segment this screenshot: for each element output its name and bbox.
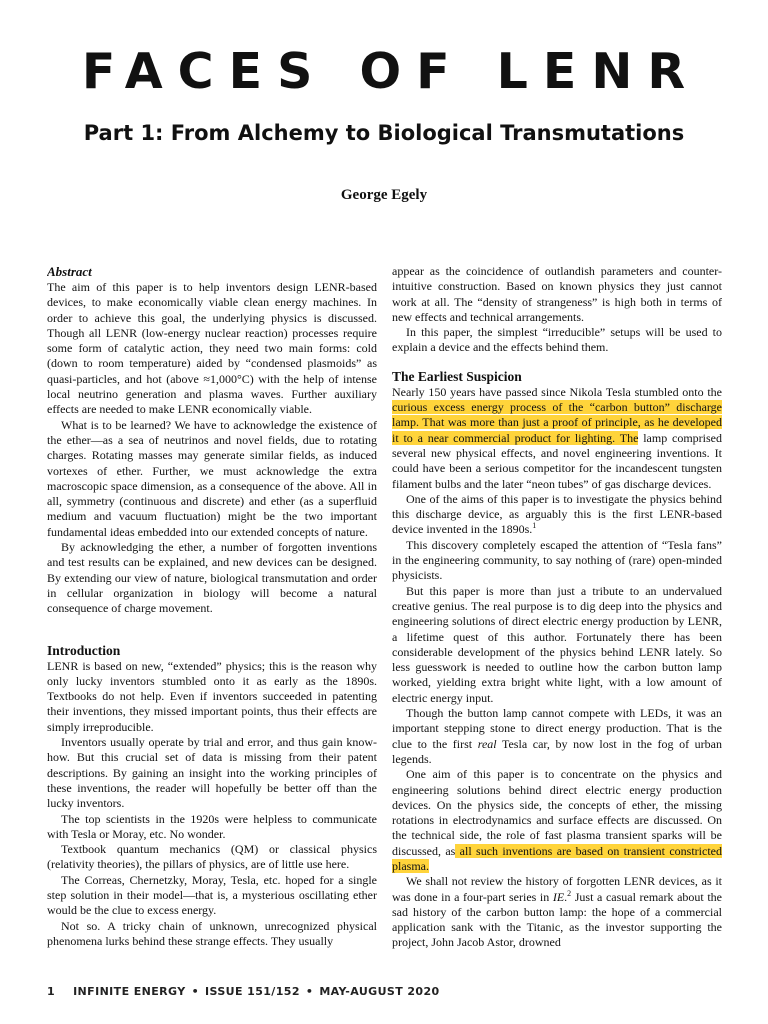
body-paragraph [392, 706, 722, 767]
body-paragraph: This discovery completely escaped the attention of “Tesla fans” in the engineering community, to say nothing of (rare) open-minded physicists. [392, 537, 722, 583]
article-title: FACES OF LENR [81, 43, 701, 100]
footer-separator: • [191, 985, 200, 998]
body-paragraph: Textbook quantum mechanics (QM) or classical physics (relativity theories), the pillars of physics, are of little use here. [47, 842, 377, 872]
emphasis-text: IE [552, 889, 565, 904]
footer-separator: • [305, 985, 314, 998]
right-column [392, 264, 722, 974]
earliest-suspicion-heading: The Earliest Suspicion [392, 368, 522, 384]
introduction-heading: Introduction [47, 642, 121, 658]
body-paragraph: appear as the coincidence of outlandish parameters and counter-intuitive construction. Based on known physics they just cannot work at all. The “density of strangeness” is high both in terms of new effects and technical arrangements. [392, 264, 722, 324]
body-paragraph: But this paper is more than just a tribute to an undervalued creative genius. The real purpose is to dig deep into the physics and engineering solutions of direct electric energy production by LENR, a lifetime quest of this author. Fortunately there has been considerable development of the physics behind LENR lately. So less guesswork is needed to outline how the carbon button lamp worked, yielding extra bright white light, with a low amount of electric energy input. [392, 583, 722, 705]
body-paragraph: LENR is based on new, “extended” physics; this is the reason why only lucky inventors stumbled onto it as early as the 1890s. Textbooks do not help. Even if inventors succeeded in patenting their inventions, they missed important points, thus their effects are simply irreproducible. [47, 658, 377, 734]
page-footer [47, 984, 727, 1000]
abstract-paragraph: By acknowledging the ether, a number of forgotten inventions and test results can be explained, and new devices can be designed. By extending our view of nature, biological transmutation and order in cellular organization in biology will become a natural consequence of charge movement. [47, 540, 377, 616]
text-span: Though the button lamp cannot compete with LEDs, it was an important stepping stone to direct energy production. That is the clue to the first [392, 706, 722, 751]
text-span: Nearly 150 years have passed since Nikola Tesla stumbled onto the [392, 384, 722, 399]
footnote-marker: 2 [567, 888, 572, 898]
text-span: One aim of this paper is to concentrate on the physics and engineering solutions behind direct electric energy production devices. On the physics side, the concepts of ether, the missing rotations in electrodynamics and surface effects are discussed. On the technical side, the role of fast plasma transient sparks will be discussed, as [392, 767, 722, 858]
body-paragraph: The Correas, Chernetzky, Moray, Tesla, etc. hoped for a single step solution in their model—that is, a mysterious oscillating ether would be the clue to excess energy. [47, 872, 377, 918]
highlighted-text: curious excess energy process of the “carbon button” discharge lamp. That was more than just a proof of principle, as he developed it to a near commercial product for lighting. The [392, 400, 722, 445]
body-paragraph [392, 767, 722, 874]
text-span: . [564, 889, 568, 904]
highlighted-text: all such inventions are based on transient constricted plasma. [392, 843, 722, 873]
body-paragraph: In this paper, the simplest “irreducible” setups will be used to explain a device and the effects behind them. [392, 325, 722, 355]
body-paragraph: The top scientists in the 1920s were helpless to communicate with Tesla or Moray, etc. No wonder. [47, 811, 377, 841]
text-span: Tesla car, by now lost in the fog of urban legends. [392, 736, 722, 766]
body-paragraph: Not so. A tricky chain of unknown, unrecognized physical phenomena lurks behind these strange effects. They usually [47, 918, 377, 948]
footnote-marker: 1 [532, 521, 537, 531]
issue-date: MAY-AUGUST 2020 [319, 985, 440, 998]
author-name: George Egely [340, 187, 428, 203]
body-paragraph [392, 874, 722, 950]
article-subtitle: Part 1: From Alchemy to Biological Transmutations [83, 121, 685, 145]
abstract-heading: Abstract [47, 264, 92, 279]
left-column [47, 264, 377, 974]
page-number: 1 [47, 985, 56, 998]
text-span: lamp comprised several new physical effects, and novel engineering inventions. It could have been a serious competitor for the incandescent tungsten filament bulbs and the later “neon tubes” of gas discharge devices. [392, 430, 722, 491]
text-span: Just a casual remark about the sad history of the carbon button lamp: the hope of a commercial application sank with the Titanic, as the investor supporting the project, John Jacob Astor, drowned [392, 889, 722, 950]
body-paragraph: Inventors usually operate by trial and error, and thus gain know-how. But this crucial set of data is missing from their patent descriptions. By gaining an insight into the working principles of these inventions, the reader will hopefully be better off than the lucky inventors. [47, 735, 377, 811]
body-paragraph [392, 385, 722, 492]
body-paragraph [392, 492, 722, 538]
emphasis-text: real [477, 736, 497, 751]
abstract-paragraph: The aim of this paper is to help inventors design LENR-based devices, to make economically viable clean energy machines. In order to achieve this goal, the underlying physics is discussed. Though all LENR (low-energy nuclear reaction) processes require some form of catalytic action, they need two main forms: cold (down to room temperature) aided by “condensed plasmoids” as quasi-particles, and hot (above ≈1,000°C) with the help of intense local neutrino generation and plasma waves. Further auxiliary effects are needed to make LENR economically viable. [47, 280, 377, 417]
magazine-name: INFINITE ENERGY [73, 985, 186, 998]
issue-number: ISSUE 151/152 [205, 985, 300, 998]
text-span: We shall not review the history of forgotten LENR devices, as it was done in a four-part series in [392, 874, 722, 904]
text-span: One of the aims of this paper is to investigate the physics behind this discharge device, as arguably this is the first LENR-based device invented in the 1890s. [392, 491, 722, 537]
abstract-paragraph: What is to be learned? We have to acknowledge the existence of the ether—as a sea of neutrinos and novel fields, due to rotating charges. Rotating masses may generate similar fields, as induced vortexes of ether. Further, we must acknowledge the extra macroscopic space dimension, as a consequence of the above. All in all, symmetry (continuous and discrete) and ether (as a superfluid medium and vacuum fluctuation) might be the two important fundamental ideas embedded into our extended concepts of nature. [47, 417, 377, 539]
